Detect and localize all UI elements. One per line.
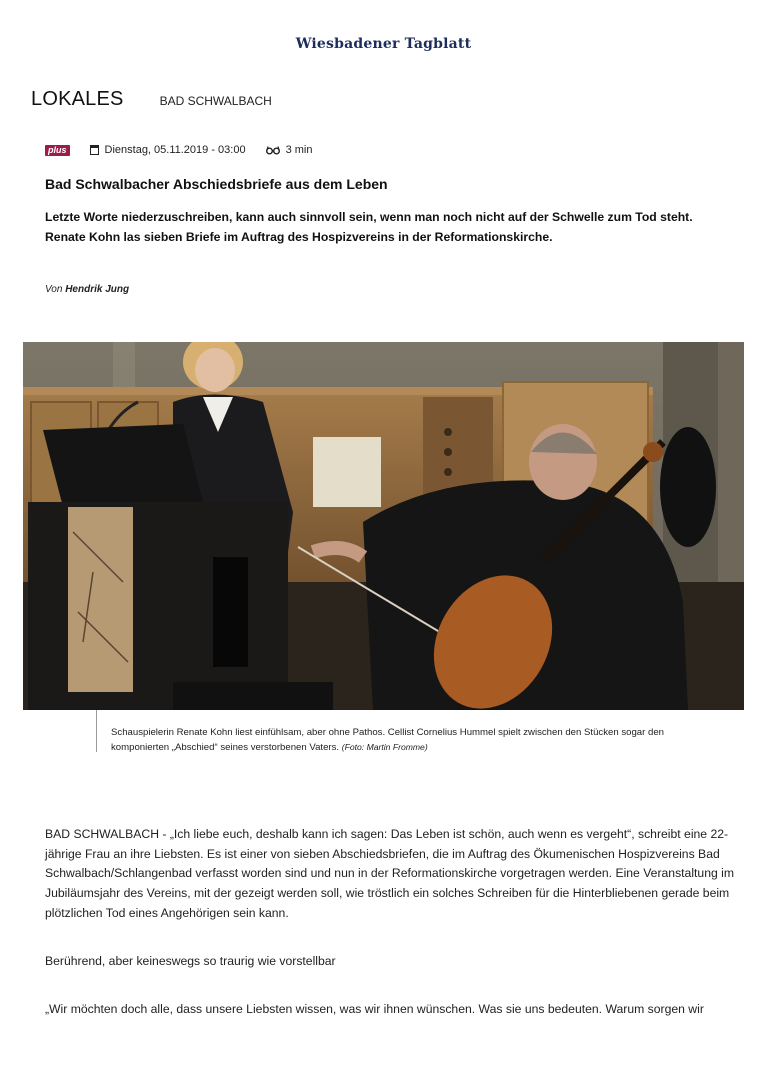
plus-badge: plus [45, 145, 70, 156]
photo-credit: (Foto: Martin Fromme) [341, 742, 428, 752]
byline [45, 284, 129, 295]
site-logo[interactable]: Wiesbadener Tagblatt [295, 36, 472, 52]
photo-caption [111, 725, 711, 755]
subsection-link[interactable]: BAD SCHWALBACH [159, 94, 272, 108]
article-headline: Bad Schwalbacher Abschiedsbriefe aus dem Leben [45, 176, 388, 192]
article-photo[interactable] [23, 342, 744, 710]
glasses-icon [266, 145, 280, 155]
section-title[interactable]: LOKALES [31, 88, 124, 110]
caption-divider [96, 710, 97, 752]
publish-date: Dienstag, 05.11.2019 - 03:00 [104, 144, 246, 156]
read-time: 3 min [285, 144, 313, 156]
article-teaser: Letzte Worte niederzuschreiben, kann auch sinnvoll sein, wenn man noch nicht auf der Schwelle zum Tod steht. Renate Kohn las sieben Briefe im Auftrag des Hospizvereins in der Reformationskirche. [45, 210, 693, 244]
calendar-icon [90, 145, 99, 155]
article-subheading: Berührend, aber keineswegs so traurig wie vorstellbar [45, 954, 336, 968]
article-meta [45, 144, 313, 156]
article-paragraph: BAD SCHWALBACH - „Ich liebe euch, deshalb kann ich sagen: Das Leben ist schön, auch wenn es vergeht“, schreibt eine 22-jährige Frau an ihre Liebsten. Es ist einer von sieben Abschiedsbriefen, die im Auftrag des Ökumenischen Hospizvereins Bad Schwalbach/Schlangenbad verfasst worden sind und nun in der Reformationskirche vorgetragen werden. Eine Veranstaltung im Jubiläumsjahr des Vereins, mit der gezeigt werden soll, wie tröstlich ein solches Schreiben für die Hinterbliebenen gerade beim plötzlichen Tod eines Angehörigen sein kann. [45, 827, 734, 920]
author-name[interactable]: Hendrik Jung [65, 284, 130, 295]
section-bar [31, 88, 272, 111]
article-paragraph: „Wir möchten doch alle, dass unsere Liebsten wissen, was wir ihnen wünschen. Was sie uns bedeuten. Warum sorgen wir [45, 1002, 704, 1016]
byline-prefix: Von [45, 284, 63, 295]
caption-text: Schauspielerin Renate Kohn liest einfühlsam, aber ohne Pathos. Cellist Cornelius Hummel spielt zwischen den Stücken sogar den komponierten „Abschied“ seines verstorbenen Vaters. [111, 727, 665, 753]
